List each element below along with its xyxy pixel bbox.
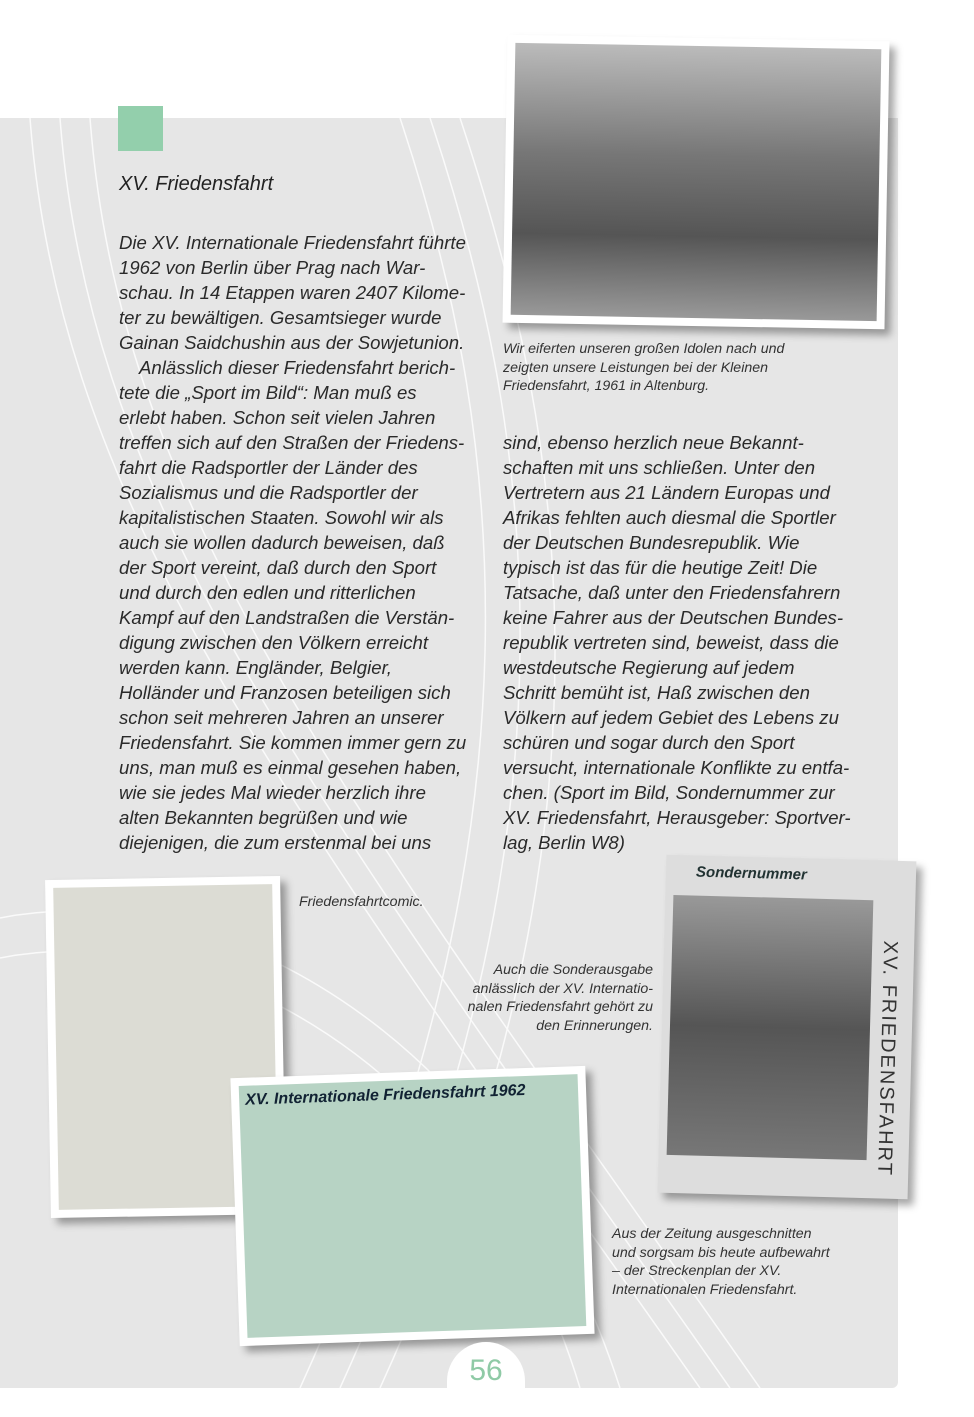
text-line: versucht, internationale Konflikte zu entfa- bbox=[503, 757, 850, 778]
caption-map: Aus der Zeitung ausgeschnitten und sorgsam bis heute aufbewahrt – der Streckenplan der XV. Internationalen Friedensfahrt. bbox=[612, 1226, 830, 1298]
text-line: westdeutsche Regierung auf jedem bbox=[503, 657, 795, 678]
text-line: erlebt haben. Schon seit vielen Jahren bbox=[119, 407, 436, 428]
text-line: 1962 von Berlin über Prag nach War- bbox=[119, 257, 426, 278]
caption-photo-cyclists: Wir eiferten unseren großen Idolen nach und zeigten unsere Leistungen bei der Kleinen Friedensfahrt, 1961 in Altenburg. bbox=[503, 341, 785, 394]
text-line: schau. In 14 Etappen waren 2407 Kilome- bbox=[119, 282, 466, 303]
map-title: XV. Internationale Friedensfahrt 1962 bbox=[239, 1074, 587, 1338]
text-line: Sozialismus und die Radsportler der bbox=[119, 482, 418, 503]
text-line: Völkern auf jedem Gebiet des Lebens zu bbox=[503, 707, 839, 728]
newspaper-side-title: XV. FRIEDENSFAHRT bbox=[873, 940, 902, 1178]
photo-route-map bbox=[230, 1066, 594, 1346]
text-line: Afrikas fehlten auch diesmal die Sportler bbox=[503, 507, 836, 528]
text-line: der Deutschen Bundesrepublik. Wie bbox=[503, 532, 800, 553]
text-line: sind, ebenso herzlich neue Bekannt- bbox=[503, 432, 804, 453]
text-line: Die XV. Internationale Friedensfahrt führte bbox=[119, 232, 466, 253]
article-column-right bbox=[503, 430, 851, 855]
page-number: 56 bbox=[447, 1342, 525, 1402]
text-line: lag, Berlin W8) bbox=[503, 832, 625, 853]
text-line: der Sport vereint, daß durch den Sport bbox=[119, 557, 437, 578]
article-column-left bbox=[119, 230, 466, 855]
text-line: alten Bekannten begrüßen und wie bbox=[119, 807, 408, 828]
text-line: diejenigen, die zum erstenmal bei uns bbox=[119, 832, 432, 853]
accent-square bbox=[118, 106, 163, 151]
newspaper-header: Sondernummer bbox=[695, 863, 808, 884]
text-line: Friedensfahrt. Sie kommen immer gern zu bbox=[119, 732, 467, 753]
article-title: XV. Friedensfahrt bbox=[119, 173, 274, 195]
text-line: ter zu bewältigen. Gesamtsieger wurde bbox=[119, 307, 442, 328]
text-line: republik vertreten sind, beweist, dass die bbox=[503, 632, 839, 653]
text-line: kapitalistischen Staaten. Sowohl wir als bbox=[119, 507, 444, 528]
text-line: wie sie jedes Mal wieder herzlich ihre bbox=[119, 782, 426, 803]
caption-comic: Friedensfahrtcomic. bbox=[299, 894, 424, 910]
text-line: Kampf auf den Landstraßen die Verstän- bbox=[119, 607, 455, 628]
text-line: Anlässlich dieser Friedensfahrt berich- bbox=[119, 357, 456, 378]
text-line: digung zwischen den Völkern erreicht bbox=[119, 632, 429, 653]
text-line: tete die „Sport im Bild“: Man muß es bbox=[119, 382, 417, 403]
text-line: und durch den edlen und ritterlichen bbox=[119, 582, 416, 603]
text-line: Vertretern aus 21 Ländern Europas und bbox=[503, 482, 830, 503]
caption-newspaper: Auch die Sonderausgabe anlässlich der XV. Internatio- nalen Friedensfahrt gehört zu den Erinnerungen. bbox=[467, 962, 653, 1034]
text-line: typisch ist das für die heutige Zeit! Die bbox=[503, 557, 818, 578]
text-line: Tatsache, daß unter den Friedensfahrern bbox=[503, 582, 841, 603]
text-line: chen. (Sport im Bild, Sondernummer zur bbox=[503, 782, 835, 803]
text-line: schaften mit uns schließen. Unter den bbox=[503, 457, 816, 478]
photo-young-cyclists bbox=[503, 35, 890, 330]
text-line: treffen sich auf den Straßen der Friedens- bbox=[119, 432, 465, 453]
text-line: Holländer und Franzosen beteiligen sich bbox=[119, 682, 451, 703]
text-line: Gainan Saidchushin aus der Sowjetunion. bbox=[119, 332, 465, 353]
text-line: schüren und sogar durch den Sport bbox=[503, 732, 795, 753]
text-line: auch sie wollen dadurch beweisen, daß bbox=[119, 532, 445, 553]
text-line: Schritt bemüht ist, Haß zwischen den bbox=[503, 682, 810, 703]
text-line: uns, man muß es einmal gesehen haben, bbox=[119, 757, 462, 778]
text-line: werden kann. Engländer, Belgier, bbox=[119, 657, 392, 678]
text-line: keine Fahrer aus der Deutschen Bundes- bbox=[503, 607, 844, 628]
text-line: schon seit mehreren Jahren an unserer bbox=[119, 707, 444, 728]
photo-newspaper bbox=[658, 855, 917, 1199]
text-line: XV. Friedensfahrt, Herausgeber: Sportver- bbox=[503, 807, 851, 828]
text-line: fahrt die Radsportler der Länder des bbox=[119, 457, 418, 478]
